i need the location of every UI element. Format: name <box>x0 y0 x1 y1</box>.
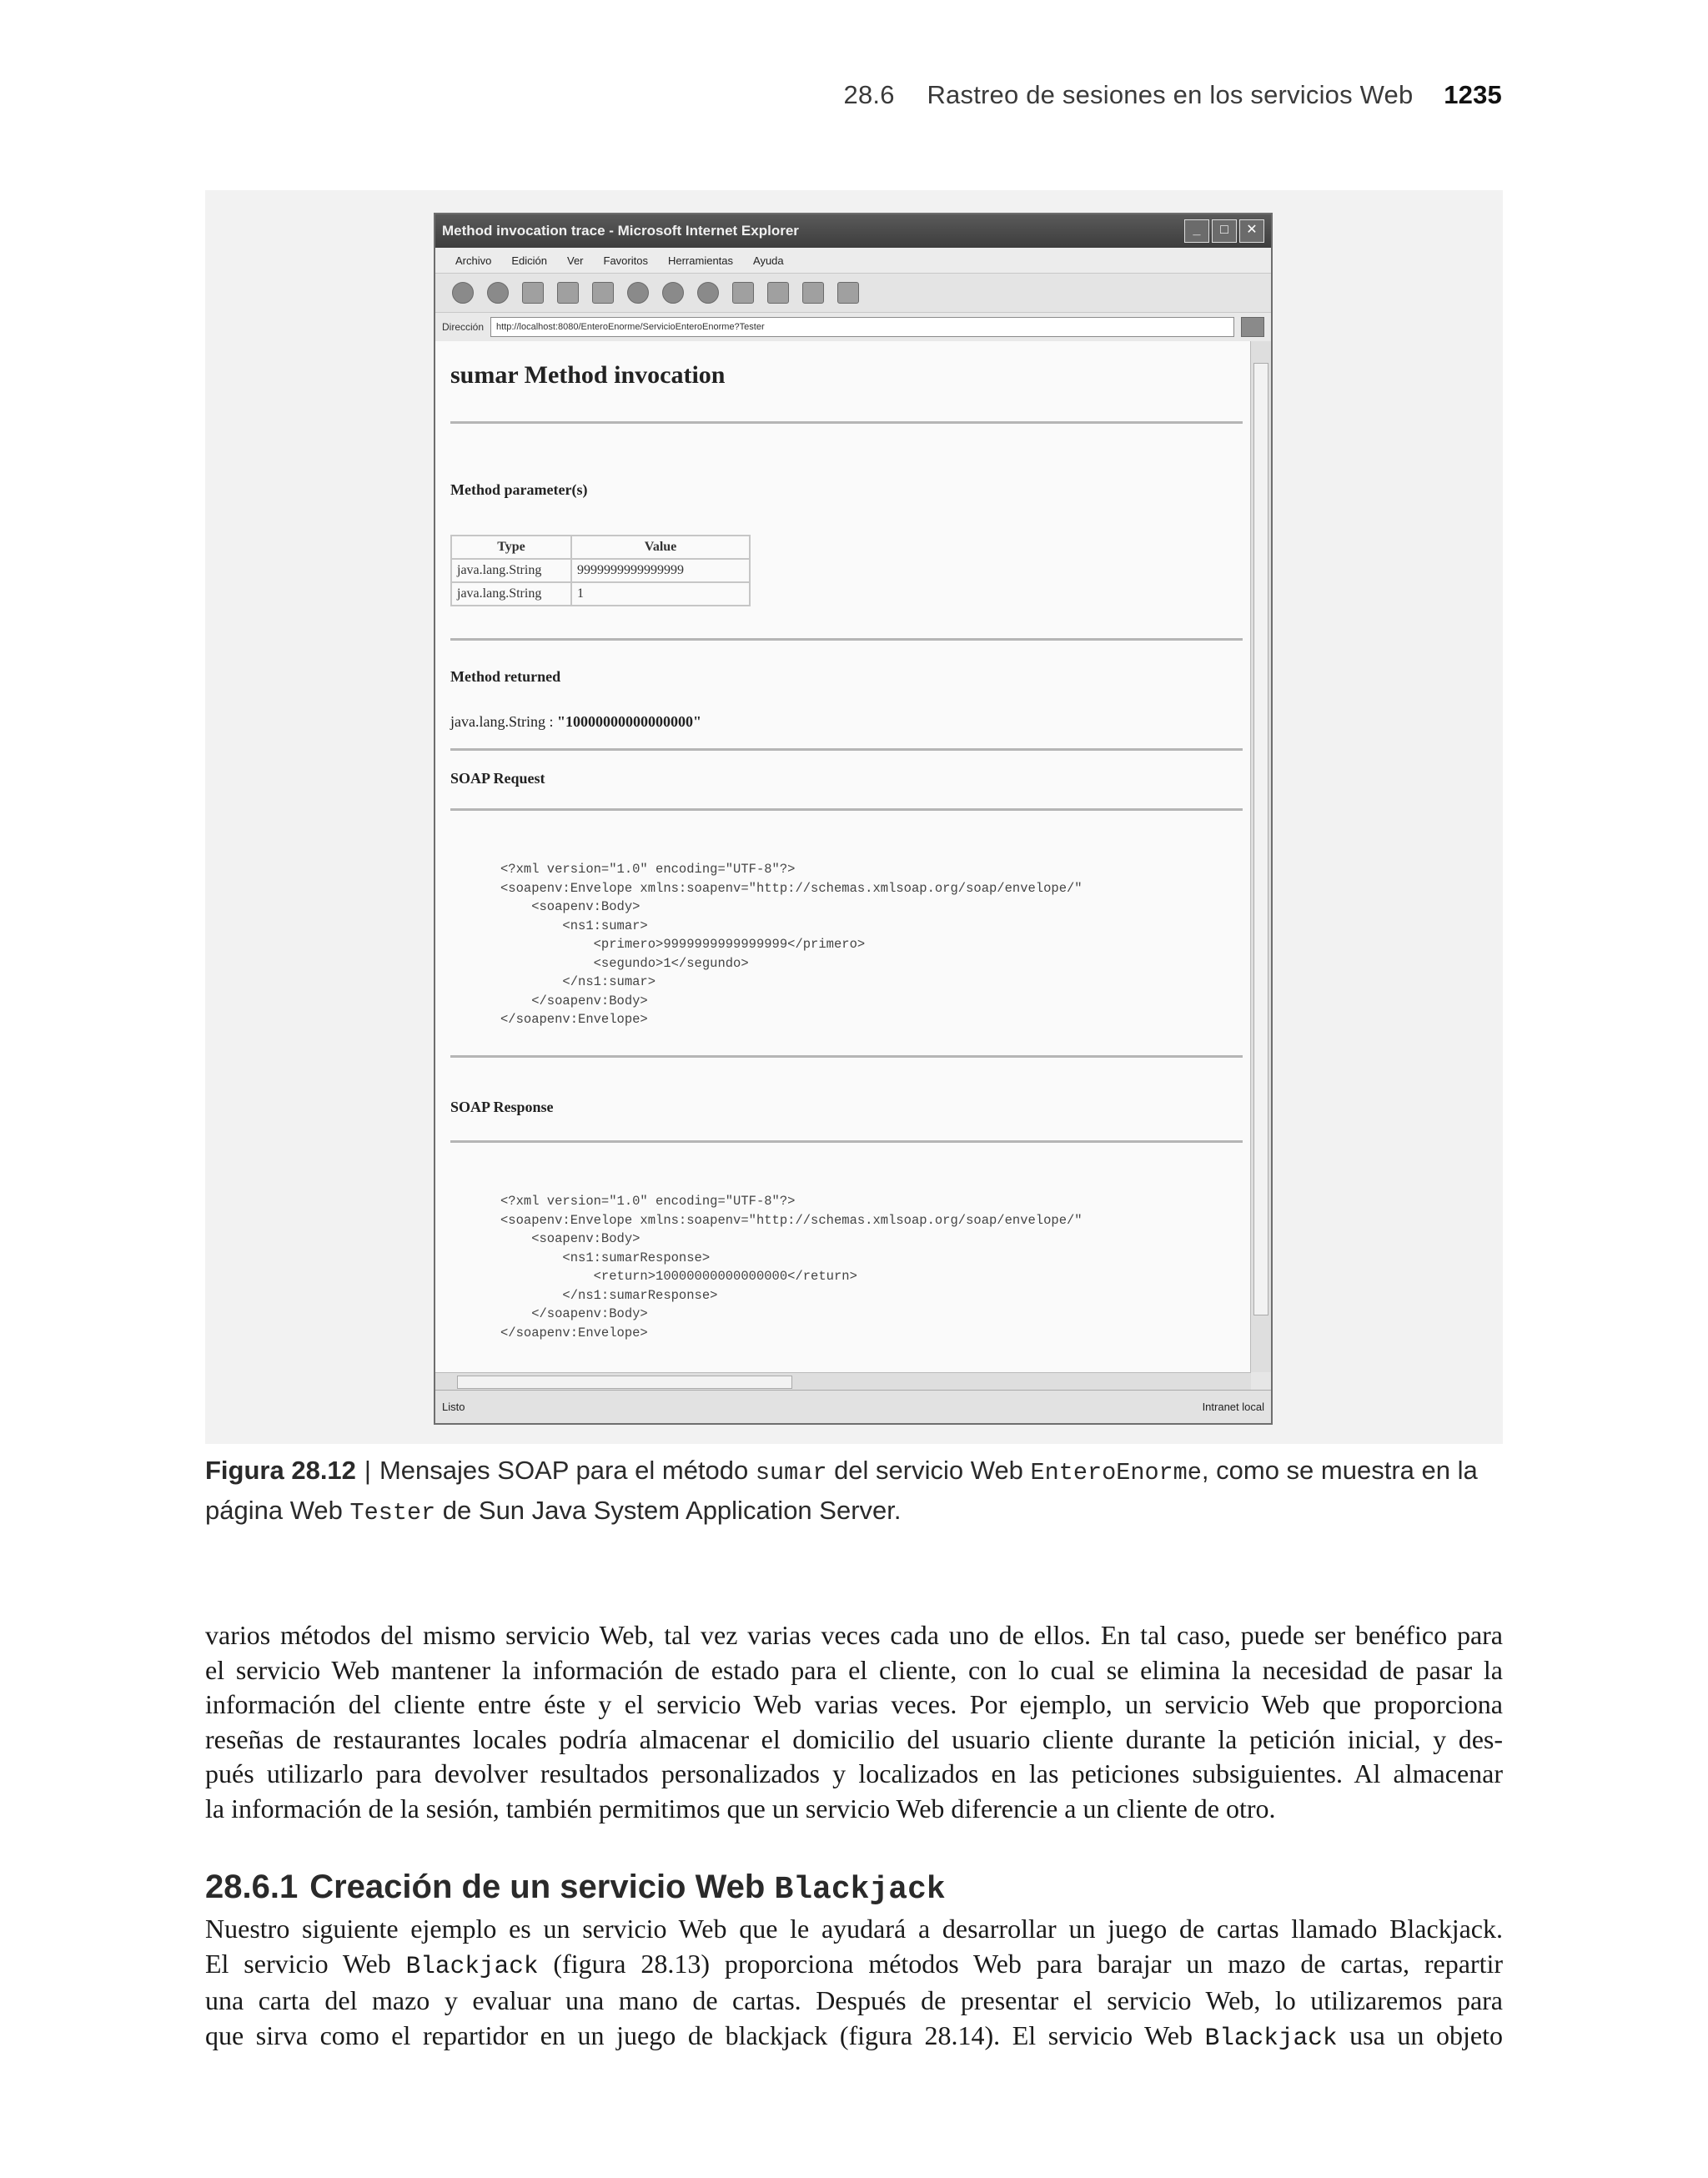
page-number: 1235 <box>1444 80 1502 109</box>
returned-value-line <box>450 713 701 731</box>
text-segment: que sirva como el repartidor en un juego de blackjack (figura 28.14). El servicio Web <box>205 2020 1205 2050</box>
param-value: 1 <box>571 582 750 606</box>
text-line: pués utilizarlo para devolver resultados personalizados y localizados en las peticiones subsiguientes. Al almacenar <box>205 1758 1503 1788</box>
text-segment: (figura 28.13) proporciona métodos Web para barajar un mazo de cartas, repartir <box>538 1948 1504 1979</box>
text-line <box>205 2019 1503 2056</box>
params-heading: Method parameter(s) <box>450 481 588 498</box>
caption-text: Mensajes SOAP para el método <box>379 1456 756 1485</box>
browser-menubar <box>435 248 1271 274</box>
divider <box>450 748 1243 751</box>
soap-request-heading: SOAP Request <box>450 770 545 787</box>
forward-icon[interactable] <box>487 282 509 304</box>
divider <box>450 1140 1243 1143</box>
address-bar <box>435 313 1271 343</box>
section-heading-title: Creación de un servicio Web <box>309 1869 775 1905</box>
menu-edicion[interactable]: Edición <box>511 254 547 267</box>
vertical-scrollbar[interactable] <box>1250 341 1271 1372</box>
running-head-title: Rastreo de sesiones en los servicios Web <box>927 80 1414 109</box>
soap-response-xml: <?xml version="1.0" encoding="UTF-8"?> <soapenv:Envelope xmlns:soapenv="http://schemas.xmlsoap.org/soap/envelope/" <soapenv:Body> <ns1:sumarResponse> <return>10000000000000000</return> </ns1:sumarResponse> </soapenv:Body> </soapenv:Envelope> <box>500 1194 1083 1341</box>
address-input[interactable]: http://localhost:8080/EnteroEnorme/ServicioEnteroEnorme?Tester <box>490 317 1234 337</box>
page-heading: sumar Method invocation <box>450 361 726 389</box>
body-paragraph <box>205 1618 1503 1826</box>
caption-text: de Sun Java System Application Server. <box>435 1496 902 1525</box>
menu-ver[interactable]: Ver <box>567 254 584 267</box>
running-head <box>844 80 1503 110</box>
discuss-icon[interactable] <box>837 282 859 304</box>
browser-toolbar <box>435 274 1271 313</box>
params-col-type: Type <box>451 536 571 559</box>
caption-code: Tester <box>349 1499 436 1527</box>
home-icon[interactable] <box>592 282 614 304</box>
text-line: Nuestro siguiente ejemplo es un servicio Web que le ayudará a desarrollar un juego de cartas llamado Blackjack. <box>205 1914 1503 1944</box>
caption-text: del servicio Web <box>826 1456 1031 1485</box>
menu-archivo[interactable]: Archivo <box>455 254 492 267</box>
menu-herramientas[interactable]: Herramientas <box>667 254 734 267</box>
divider <box>450 638 1243 641</box>
caption-code: sumar <box>755 1459 827 1486</box>
text-line: varios métodos del mismo servicio Web, tal vez varias veces cada uno de ellos. En tal caso, puede ser benéfico para <box>205 1620 1503 1650</box>
table-row <box>451 582 750 606</box>
browser-window <box>434 213 1273 1425</box>
caption-text: , como se muestra en la <box>1201 1456 1478 1485</box>
divider <box>450 421 1243 424</box>
param-type: java.lang.String <box>451 559 571 582</box>
mail-icon[interactable] <box>732 282 754 304</box>
divider <box>450 1055 1243 1058</box>
param-value: 9999999999999999 <box>571 559 750 582</box>
horizontal-scrollbar[interactable] <box>435 1372 1251 1391</box>
body-paragraph <box>205 1912 1503 2055</box>
text-segment: usa un objeto <box>1337 2020 1504 2050</box>
soap-response-heading: SOAP Response <box>450 1099 554 1115</box>
search-icon[interactable] <box>627 282 649 304</box>
returned-heading: Method returned <box>450 668 561 685</box>
params-table <box>450 535 751 606</box>
figure-caption <box>205 1451 1506 1532</box>
address-label: Dirección <box>442 321 485 333</box>
divider <box>450 808 1243 811</box>
text-line <box>205 1947 1503 1984</box>
text-line: información del cliente entre éste y el servicio Web varias veces. Por ejemplo, un servicio Web que proporciona <box>205 1689 1503 1719</box>
minimize-icon[interactable]: _ <box>1184 219 1209 243</box>
menu-ayuda[interactable]: Ayuda <box>753 254 784 267</box>
browser-titlebar <box>435 214 1271 248</box>
status-left: Listo <box>442 1401 465 1413</box>
table-row <box>451 559 750 582</box>
status-zone: Intranet local <box>1202 1401 1264 1413</box>
browser-title: Method invocation trace - Microsoft Internet Explorer <box>442 223 799 239</box>
text-line: reseñas de restaurantes locales podría almacenar el domicilio del usuario cliente durante la petición inicial, y des- <box>205 1723 1503 1754</box>
history-icon[interactable] <box>697 282 719 304</box>
param-type: java.lang.String <box>451 582 571 606</box>
maximize-icon[interactable]: □ <box>1212 219 1237 243</box>
text-line: una carta del mazo y evaluar una mano de cartas. Después de presentar el servicio Web, lo utilizaremos para <box>205 1985 1503 2015</box>
refresh-icon[interactable] <box>557 282 579 304</box>
favorites-icon[interactable] <box>662 282 684 304</box>
back-icon[interactable] <box>452 282 474 304</box>
section-number: 28.6 <box>843 80 895 109</box>
page-viewport <box>435 341 1251 1372</box>
text-segment: El servicio Web <box>205 1948 406 1979</box>
text-line: el servicio Web mantener la información de estado para el cliente, con lo cual se elimina la necesidad de pasar la <box>205 1654 1503 1685</box>
caption-text: página Web <box>205 1496 350 1525</box>
menu-favoritos[interactable]: Favoritos <box>603 254 648 267</box>
returned-type: java.lang.String : <box>450 713 557 730</box>
close-icon[interactable]: ✕ <box>1239 219 1264 243</box>
caption-code: EnteroEnorme <box>1030 1459 1202 1486</box>
soap-request-xml: <?xml version="1.0" encoding="UTF-8"?> <soapenv:Envelope xmlns:soapenv="http://schemas.xmlsoap.org/soap/envelope/" <soapenv:Body> <ns1:sumar> <primero>9999999999999999</primero> <segundo>1</segundo> </ns1:sumar> </soapenv:Body> </soapenv:Envelope> <box>500 862 1083 1027</box>
stop-icon[interactable] <box>522 282 544 304</box>
params-col-value: Value <box>571 536 750 559</box>
text-line: la información de la sesión, también permitimos que un servicio Web diferencie a un cliente de otro. <box>205 1793 1276 1823</box>
go-icon[interactable] <box>1241 317 1264 337</box>
returned-value: "10000000000000000" <box>556 713 701 730</box>
section-heading <box>205 1869 946 1908</box>
inline-code: Blackjack <box>1204 2023 1338 2052</box>
section-heading-number: 28.6.1 <box>205 1869 299 1905</box>
status-bar <box>435 1390 1271 1423</box>
caption-label: Figura 28.12 <box>205 1456 356 1485</box>
section-heading-code: Blackjack <box>774 1872 946 1908</box>
print-icon[interactable] <box>767 282 789 304</box>
edit-icon[interactable] <box>802 282 824 304</box>
caption-separator: | <box>364 1456 371 1485</box>
inline-code: Blackjack <box>405 1951 539 1980</box>
